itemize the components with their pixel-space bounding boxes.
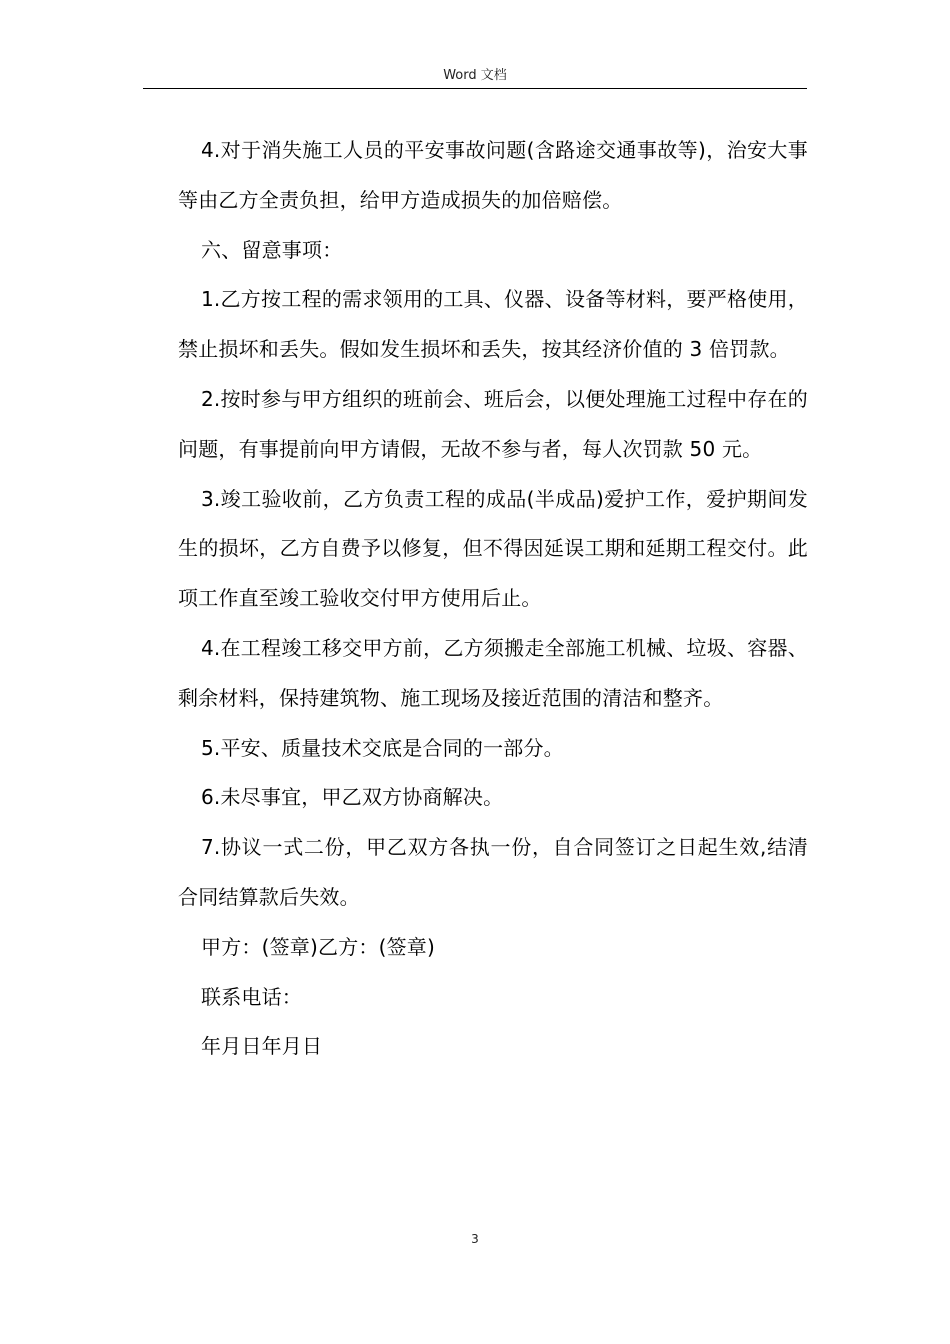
clause-2-meetings: 2.按时参与甲方组织的班前会、班后会，以便处理施工过程中存在的问题，有事提前向甲方请假，无故不参与者，每人次罚款 50 元。 bbox=[178, 386, 808, 461]
page-number: 3 bbox=[471, 1232, 479, 1246]
section-6-heading: 六、留意事项： bbox=[201, 237, 343, 262]
clause-5-safety-briefing: 5.平安、质量技术交底是合同的一部分。 bbox=[201, 735, 564, 760]
clause-3-protection: 3.竣工验收前，乙方负责工程的成品(半成品)爱护工作，爱护期间发生的损坏，乙方自费予以修复，但不得因延误工期和延期工程交付。此项工作直至竣工验收交付甲方使用后止。 bbox=[178, 486, 808, 611]
page-header-title: Word 文档 bbox=[443, 68, 507, 83]
header-divider bbox=[143, 88, 807, 89]
contact-phone-line: 联系电话： bbox=[201, 984, 302, 1009]
clause-1-tools-equipment: 1.乙方按工程的需求领用的工具、仪器、设备等材料，要严格使用，禁止损坏和丢失。假如发生损坏和丢失，按其经济价值的 3 倍罚款。 bbox=[178, 287, 808, 362]
clause-6-unresolved-matters: 6.未尽事宜，甲乙双方协商解决。 bbox=[201, 785, 504, 810]
date-line: 年月日年月日 bbox=[201, 1034, 323, 1059]
signature-line: 甲方：(签章)乙方：(签章) bbox=[201, 934, 436, 959]
clause-7-copies-validity: 7.协议一式二份，甲乙双方各执一份，自合同签订之日起生效,结清合同结算款后失效。 bbox=[178, 835, 808, 909]
clause-4-site-cleanup: 4.在工程竣工移交甲方前，乙方须搬走全部施工机械、垃圾、容器、剩余材料，保持建筑物、施工现场及接近范围的清洁和整齐。 bbox=[178, 635, 808, 710]
clause-4-safety-liability: 4.对于消失施工人员的平安事故问题(含路途交通事故等)，治安大事等由乙方全责负担，给甲方造成损失的加倍赔偿。 bbox=[178, 138, 808, 212]
document-body bbox=[178, 126, 808, 1072]
